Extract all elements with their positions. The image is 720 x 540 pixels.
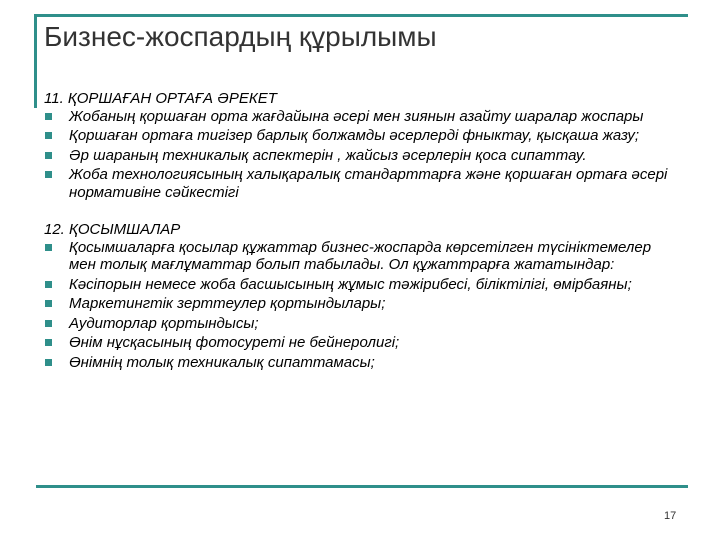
list-item-text: Әр шараның техникалық аспектерін , жайсыз әсерлерін қоса сипаттау.: [69, 146, 587, 164]
list-item-text: Өнім нұсқасының фотосуреті не бейнеролигі;: [69, 334, 400, 351]
environment-list: [44, 108, 674, 202]
list-item: [44, 239, 674, 274]
list-item: [44, 334, 674, 352]
list-item-text: Кәсіпорын немесе жоба басшысының жұмыс тәжірибесі, біліктілігі, өмірбаяны;: [69, 275, 632, 293]
list-item: [44, 295, 674, 313]
list-item-text: Аудиторлар қортындысы;: [69, 314, 259, 332]
list-item: [44, 108, 674, 126]
square-bullet-icon: [45, 171, 52, 178]
slide-title: Бизнес-жоспардың құрылымы: [44, 21, 437, 52]
appendices-list: [44, 239, 674, 372]
square-bullet-icon: [45, 320, 52, 327]
square-bullet-icon: [45, 359, 52, 366]
list-item-text: Қоршаған ортаға тигізер барлық болжамды әсерлерді фныктау, қысқаша жазу;: [69, 127, 640, 144]
section-heading-environment: 11. ҚОРШАҒАН ОРТАҒА ӘРЕКЕТ: [44, 90, 277, 107]
list-item: [44, 166, 674, 201]
list-item-text: Маркетингтік зерттеулер қортындылары;: [69, 295, 386, 312]
list-item: [44, 354, 674, 372]
left-frame-line: [34, 14, 37, 108]
square-bullet-icon: [45, 113, 52, 120]
list-item: [44, 276, 674, 294]
list-item-text: Өнімнің толық техникалық сипаттамасы;: [69, 353, 375, 371]
list-item: [44, 147, 674, 165]
square-bullet-icon: [45, 152, 52, 159]
list-item-text: Жоба технологиясының халықаралық стандарттарға және қоршаған ортаға әсері нормативіне сәйкестігі: [69, 166, 668, 201]
list-item-text: Жобаның қоршаған орта жағдайына әсері мен зиянын азайту шаралар жоспары: [69, 107, 644, 125]
list-item: [44, 315, 674, 333]
list-item-text: Қосымшаларға қосылар құжаттар бизнес-жоспарда көрсетілген түсініктемелер мен толық мағлұматтар болып табылады. Ол құжаттрарға жататындар:: [69, 238, 652, 273]
top-frame-line: [36, 14, 688, 17]
square-bullet-icon: [45, 300, 52, 307]
page-number: 17: [664, 510, 677, 522]
slide-content: [44, 90, 674, 373]
square-bullet-icon: [45, 244, 52, 251]
square-bullet-icon: [45, 339, 52, 346]
section-heading-appendices: 12. ҚОСЫМШАЛАР: [44, 221, 181, 238]
square-bullet-icon: [45, 281, 52, 288]
square-bullet-icon: [45, 132, 52, 139]
list-item: [44, 127, 674, 145]
bottom-frame-line: [36, 485, 688, 488]
